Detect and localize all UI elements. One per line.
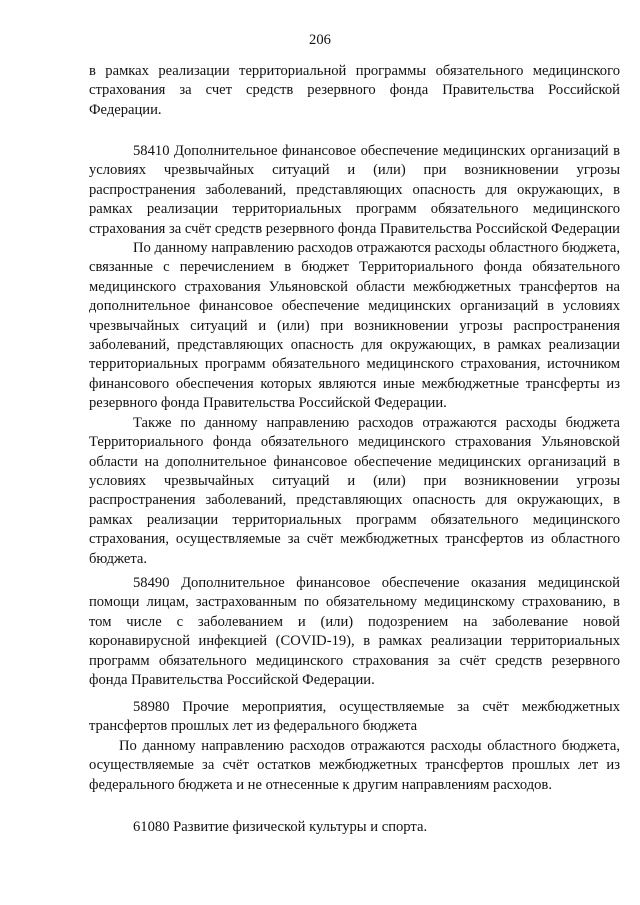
page-number: 206 (309, 32, 331, 48)
paragraph-58410-body: По данному направлению расходов отражаются расходы областного бюджета, связанные с перечислением в бюджет Территориального фонда обязательного медицинского страхования Ульяновской области межбюджетных трансфертов на дополнительное финансовое обеспечение медицинских организаций в условиях чрезвычайных ситуаций и (или) при возникновении угрозы распространения заболеваний, представляющих опасность для окружающих, в рамках реализации территориальных программ обязательного медицинского страхования, источником финансового обеспечения которых являются иные межбюджетные трансферты из резервного фонда Правительства Российской Федерации. (89, 240, 620, 412)
section-61080 (89, 818, 620, 837)
section-58980 (89, 698, 620, 795)
section-intro (89, 62, 620, 120)
heading-58980: 58980 Прочие мероприятия, осуществляемые за счёт межбюджетных трансфертов прошлых лет из федерального бюджета (89, 699, 620, 735)
section-58490 (89, 574, 620, 690)
paragraph-58980-body: По данному направлению расходов отражаются расходы областного бюджета, осуществляемые за счёт остатков межбюджетных трансфертов прошлых лет из федерального бюджета и не отнесенные к другим направлениям расходов. (89, 737, 620, 793)
paragraph-58410-also: Также по данному направлению расходов отражаются расходы бюджета Территориального фонда обязательного медицинского страхования Ульяновской области на дополнительное финансовое обеспечение медицинских организаций в условиях чрезвычайных ситуаций и (или) при возникновении угрозы распространения заболеваний, представляющих опасность для окружающих, в рамках реализации территориальных программ обязательного медицинского страхования, осуществляемые за счёт межбюджетных трансфертов из областного бюджета. (89, 414, 620, 567)
heading-58490: 58490 Дополнительное финансовое обеспечение оказания медицинской помощи лицам, застрахованным по обязательному медицинскому страхованию, в том числе с заболеванием и (или) подозрением на заболевание новой коронавирусной инфекцией (COVID-19), в рамках реализации территориальных программ обязательного медицинского страхования за счёт средств резервного фонда Правительства Российской Федерации. (89, 575, 620, 689)
section-58410 (89, 142, 620, 569)
heading-61080: 61080 Развитие физической культуры и спорта. (133, 819, 428, 835)
paragraph-intro: в рамках реализации территориальной программы обязательного медицинского страхования за счет средств резервного фонда Правительства Российской Федерации. (89, 63, 620, 118)
heading-58410: 58410 Дополнительное финансовое обеспечение медицинских организаций в условиях чрезвычайных ситуаций и (или) при возникновении угрозы распространения заболеваний, представляющих опасность для окружающих, в рамках реализации территориальных программ обязательного медицинского страхования за счёт средств резервного фонда Правительства Российской Федерации (89, 143, 620, 237)
